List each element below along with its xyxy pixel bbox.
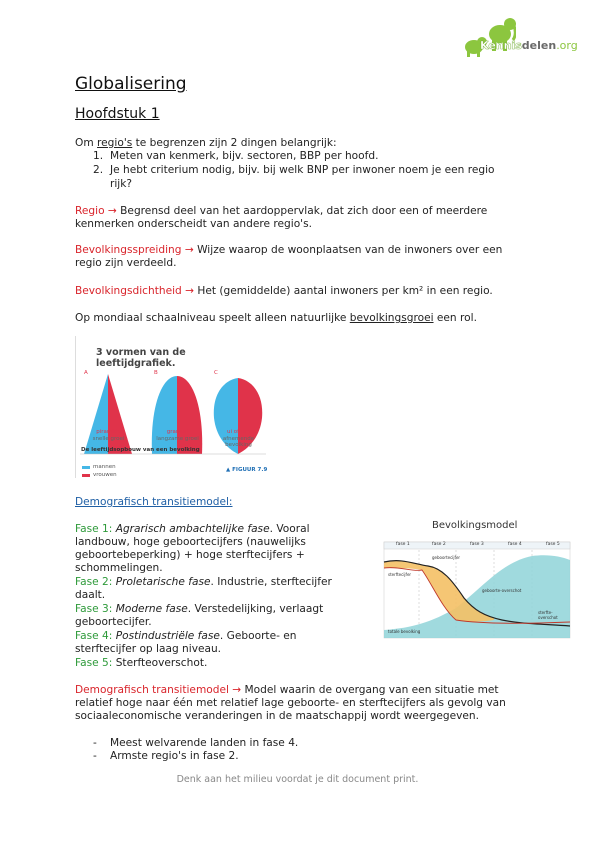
definition-term: Regio → xyxy=(75,205,117,217)
pyramid-a-men xyxy=(84,374,108,454)
pyramid-a-women xyxy=(108,374,132,454)
phase-1-line xyxy=(75,523,310,537)
shape-sub: langzame groei xyxy=(156,435,199,442)
definition-term: Demografisch transitiemodel → xyxy=(75,684,242,696)
footer-note: Denk aan het milieu voordat je dit document print. xyxy=(176,774,419,785)
pyramids-svg xyxy=(76,366,268,478)
phase-label-4: fase 4 xyxy=(508,542,522,547)
shape-caption-a xyxy=(86,429,131,442)
phase-text: Sterfteoverschot. xyxy=(112,657,208,669)
model-title: Bevolkingsmodel xyxy=(432,520,518,531)
phase-label: Fase 1: xyxy=(75,523,113,535)
list-text: Meten van kenmerk, bijv. sectoren, BBP per hoofd. xyxy=(110,150,379,162)
shape-letter-c: C xyxy=(214,370,218,376)
shape-name: piramide xyxy=(96,429,121,435)
bullet-dash: - xyxy=(93,737,97,749)
list-number: 1. xyxy=(93,150,104,162)
figure-age-pyramids xyxy=(75,336,268,478)
bullet-dash: - xyxy=(93,750,97,762)
definition-regio-cont: kenmerken onderscheidt van andere regio's. xyxy=(75,218,312,230)
definition-text: Het (gemiddelde) aantal inwoners per km² in een regio. xyxy=(194,285,493,297)
bullet-text: Armste regio's in fase 2. xyxy=(110,750,239,762)
shape-sub: snelle groei xyxy=(92,435,125,442)
phase-label-1: fase 1 xyxy=(396,542,410,547)
curve-label-pop: totale bevolking xyxy=(388,629,421,634)
phase-text: . Verstedelijking, verlaagt xyxy=(187,603,324,615)
logo-word-delen: delen xyxy=(521,39,557,52)
curve-label-death: sterftecijfer xyxy=(388,572,412,577)
mondiaal-text-after: een rol. xyxy=(433,312,477,324)
definition-spreiding xyxy=(75,244,502,258)
transition-heading-link[interactable]: Demografisch transitiemodel: xyxy=(75,496,233,508)
shape-sub: afnemende bevolking xyxy=(222,435,255,448)
intro-text-after: te begrenzen zijn 2 dingen belangrijk: xyxy=(132,137,337,149)
mondiaal-line xyxy=(75,312,477,326)
transition-definition-cont: relatief hoge naar één met relatief lage geboorte- en sterftecijfers als gevolg van xyxy=(75,697,506,709)
phase-label-2: fase 2 xyxy=(432,542,446,547)
phase-2-cont: daalt. xyxy=(75,589,106,601)
phase-3-cont: geboortecijfer. xyxy=(75,616,152,628)
phase-name: Agrarisch ambachtelijke fase xyxy=(115,523,270,535)
definition-regio xyxy=(75,205,487,219)
phase-5-line xyxy=(75,657,207,671)
transition-definition-cont: sociaaleconomische veranderingen in de maatschappij wordt weergegeven. xyxy=(75,710,479,722)
pyramid-b-women xyxy=(177,376,202,454)
list-item-1 xyxy=(93,150,379,164)
definition-text: Begrensd deel van het aardoppervlak, dat zich door een of meerdere xyxy=(116,205,488,217)
list-text: Je hebt criterium nodig, bijv. bij welk BNP per inwoner noem je een regio xyxy=(110,164,495,176)
list-item-2 xyxy=(93,164,495,178)
shape-name: ui of urn xyxy=(227,429,250,435)
shape-caption-c xyxy=(211,429,266,449)
mondiaal-underlined: bevolkingsgroei xyxy=(349,312,434,324)
bullet-item-2 xyxy=(93,750,239,764)
phase-text: . Vooral xyxy=(269,523,310,535)
phase-4-line xyxy=(75,630,297,644)
shape-letter-a: A xyxy=(84,370,88,376)
phase-name: Moderne fase xyxy=(115,603,188,615)
phase-label-5: fase 5 xyxy=(546,542,560,547)
list-number: 2. xyxy=(93,164,104,176)
logo[interactable] xyxy=(458,12,578,60)
figure-number: ▲ FIGUUR 7.9 xyxy=(226,467,268,473)
curve-label-growth: geboorte-overschot xyxy=(482,588,522,593)
phase-2-line xyxy=(75,576,332,590)
phase-1-cont: landbouw, hoge geboortecijfers (nauwelijks xyxy=(75,536,306,548)
logo-word-kennis: Kennis xyxy=(480,39,522,52)
phase-text: . Geboorte- en xyxy=(219,630,297,642)
page-title: Globalisering xyxy=(75,74,187,94)
definition-dichtheid xyxy=(75,285,493,299)
phase-label: Fase 3: xyxy=(75,603,113,615)
definition-text: Wijze waarop de woonplaatsen van de inwoners over een xyxy=(193,244,503,256)
model-svg xyxy=(372,538,572,642)
phase-name: Proletarische fase xyxy=(115,576,211,588)
phase-3-line xyxy=(75,603,323,617)
definition-term: Bevolkingsdichtheid → xyxy=(75,285,195,297)
bullet-text: Meest welvarende landen in fase 4. xyxy=(110,737,299,749)
figure-population-model xyxy=(372,512,572,642)
list-item-2-cont: rijk? xyxy=(110,178,132,190)
curve-label-birth: geboortecijfer xyxy=(432,555,461,560)
intro-line xyxy=(75,137,337,151)
phase-name: Postindustriële fase xyxy=(115,630,220,642)
legend-swatch-women xyxy=(82,474,90,477)
figure-title: 3 vormen van de leeftijdgrafiek. xyxy=(96,347,186,369)
legend-men: mannen xyxy=(93,464,116,470)
phase-1-cont: schommelingen. xyxy=(75,562,163,574)
legend-title: De leeftijdsopbouw van een bevolking xyxy=(81,447,200,453)
definition-spreiding-cont: regio zijn verdeeld. xyxy=(75,257,177,269)
definition-term: Bevolkingsspreiding → xyxy=(75,244,194,256)
legend-swatch-men xyxy=(82,466,90,469)
phase-1-cont: geboortebeperking) + hoge sterftecijfers + xyxy=(75,549,305,561)
phase-label: Fase 4: xyxy=(75,630,113,642)
logo-suffix: .org xyxy=(556,39,578,52)
pyramid-b-men xyxy=(152,376,177,454)
definition-text: Model waarin de overgang van een situatie met xyxy=(241,684,499,696)
mondiaal-text: Op mondiaal schaalniveau speelt alleen natuurlijke xyxy=(75,312,350,324)
intro-text: Om xyxy=(75,137,98,149)
curve-label-deficit: sterfte-overschot xyxy=(538,610,558,620)
phase-label-3: fase 3 xyxy=(470,542,484,547)
shape-name: granaat xyxy=(166,429,189,435)
shape-letter-b: B xyxy=(154,370,158,376)
phase-4-cont: sterftecijfer op laag niveau. xyxy=(75,643,222,655)
phase-label: Fase 5: xyxy=(75,657,113,669)
legend-women: vrouwen xyxy=(93,472,117,478)
chapter-heading: Hoofdstuk 1 xyxy=(75,106,160,122)
phase-text: . Industrie, sterftecijfer xyxy=(210,576,332,588)
bullet-item-1 xyxy=(93,737,299,751)
shape-caption-b xyxy=(154,429,201,442)
intro-underlined: regio's xyxy=(97,137,133,149)
phase-label: Fase 2: xyxy=(75,576,113,588)
transition-definition xyxy=(75,684,499,698)
